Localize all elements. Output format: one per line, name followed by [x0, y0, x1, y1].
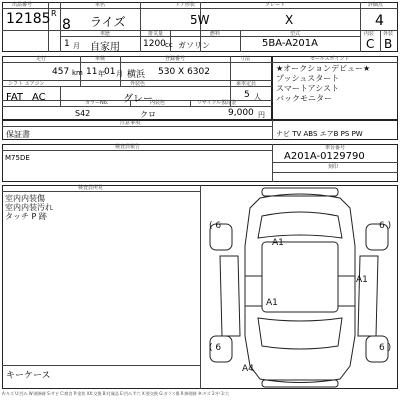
- year-unit: 月: [73, 42, 80, 50]
- inspection-year: 11: [86, 67, 98, 77]
- features-label: セールスポイント: [310, 56, 350, 62]
- tire-paren: (: [209, 221, 213, 231]
- inspection-label: 車検: [95, 56, 106, 62]
- damage-mark: A4: [242, 364, 254, 374]
- remarks-header: 検査員報告: [115, 144, 141, 150]
- feature-item: プッシュスタート: [276, 74, 340, 83]
- plate-number: 530 X 6302: [158, 67, 210, 77]
- recycle-unit: 円: [258, 111, 265, 119]
- inspection-note: 室内内装汚れ: [5, 203, 53, 212]
- warranty: 保証書: [6, 130, 30, 139]
- tire-depth-value: 6: [379, 343, 385, 353]
- tire-paren: ): [387, 343, 392, 353]
- grade-score: 8: [62, 17, 71, 33]
- ac: AC: [32, 92, 46, 103]
- interior-label: 内装: [364, 31, 375, 37]
- tire-depth-value: 6: [379, 221, 385, 231]
- mileage: 457: [52, 67, 70, 77]
- year-value: 1: [64, 39, 70, 49]
- exterior-grade: B: [384, 37, 393, 51]
- lot-number-label: 出品番号: [12, 2, 33, 8]
- model-name: ライズ: [90, 15, 126, 29]
- color-no: S42: [75, 109, 91, 118]
- dimension-label: 寸法: [240, 56, 251, 62]
- interior-grade: C: [366, 37, 375, 51]
- damage-mark: A1: [266, 298, 278, 308]
- features-list: [276, 64, 370, 104]
- tire-paren: ): [387, 221, 392, 231]
- inspection-note: 室内内装傷: [5, 194, 45, 203]
- door-type: 5W: [190, 13, 210, 27]
- mileage-label: 走行: [36, 56, 47, 62]
- capacity-label: 乗車定員: [236, 81, 257, 87]
- plate-city: 横浜: [127, 70, 146, 80]
- tire-depth-fr: [379, 221, 391, 231]
- grade-label: グレード: [265, 2, 286, 8]
- inspection-month: 01: [104, 67, 116, 77]
- capacity-unit: 人: [254, 93, 261, 101]
- displacement-label: 排気量: [148, 31, 164, 37]
- feature-item: バックモニター: [276, 94, 332, 103]
- tire-paren: (: [209, 343, 213, 353]
- usage-label: 車歴: [100, 31, 111, 37]
- mileage-unit: km: [72, 69, 83, 77]
- eval-score: 4: [375, 13, 384, 29]
- tire-depth-fl: [209, 221, 221, 231]
- doors-label: ドア形状: [175, 2, 195, 8]
- inspection-notes: [5, 194, 53, 221]
- grade: X: [285, 13, 294, 27]
- transmission: FAT: [6, 92, 24, 103]
- color-no-label: カラーNo.: [85, 100, 109, 106]
- damage-mark: A1: [272, 238, 284, 248]
- inspection-month-unit: 月: [116, 70, 123, 78]
- color: グレー: [123, 94, 153, 105]
- displacement: 1200: [143, 39, 166, 49]
- tire-code: M75DE: [5, 154, 30, 162]
- feature-item: ★オークションデビュー★: [276, 64, 371, 73]
- exterior-label: 外装: [383, 31, 394, 37]
- inspection-year-unit: 年: [98, 70, 105, 78]
- model-code: 5BA-A201A: [262, 38, 319, 49]
- color-label: 外装色: [130, 81, 146, 87]
- grade-score-prefix: R: [51, 9, 57, 18]
- type-label: 型式: [290, 31, 301, 37]
- recycle: 9,000: [228, 108, 254, 118]
- car-damage-diagram: [200, 186, 398, 389]
- mission-label: シフト エアコン: [8, 81, 45, 87]
- maker-label: 車名: [95, 2, 106, 8]
- tire-depth-value: 6: [215, 343, 222, 353]
- trim-label: 内装色: [150, 100, 166, 106]
- tire-depth-rr: [379, 343, 391, 353]
- inspection-header: 検査員所見: [78, 185, 104, 191]
- plate-label: 登録番号: [165, 56, 186, 62]
- inspection-note: タッチ P 跡: [5, 212, 47, 221]
- chassis-note: 刻印: [328, 164, 339, 170]
- capacity: 5: [244, 90, 250, 100]
- displacement-unit: cc: [165, 41, 173, 49]
- eval-label: 評価点: [368, 2, 384, 8]
- equipment-row: ナビ TV ABS エアB PS PW: [276, 130, 363, 138]
- trim: クロ: [140, 110, 156, 119]
- fuel: ガソリン: [178, 41, 210, 50]
- usage: 自家用: [90, 42, 120, 53]
- chassis-label: 車台番号: [325, 145, 346, 151]
- legend-footer: A:キズ U:凹み W:補修跡 S:サビ C:腐食 P:塗装 XX:交換 B:付属品 E:凹み Y:穴 X:要交換 G:ガラス傷 R:修理跡 ※:キズ 2:中 3:大: [2, 391, 230, 396]
- notes-header: 注意事項: [120, 120, 141, 126]
- chassis-number: A201A-0129790: [284, 151, 365, 162]
- damage-mark: A1: [356, 275, 368, 285]
- key-case: キーケース: [6, 371, 51, 381]
- fuel-label: 燃料: [210, 31, 221, 37]
- tire-depth-rl: [209, 343, 221, 353]
- recycle-label: リサイクル預託金: [197, 100, 237, 106]
- feature-item: スマートアシスト: [276, 84, 340, 93]
- lot-number: 12185: [6, 11, 51, 27]
- tire-depth-value: 6: [215, 221, 222, 231]
